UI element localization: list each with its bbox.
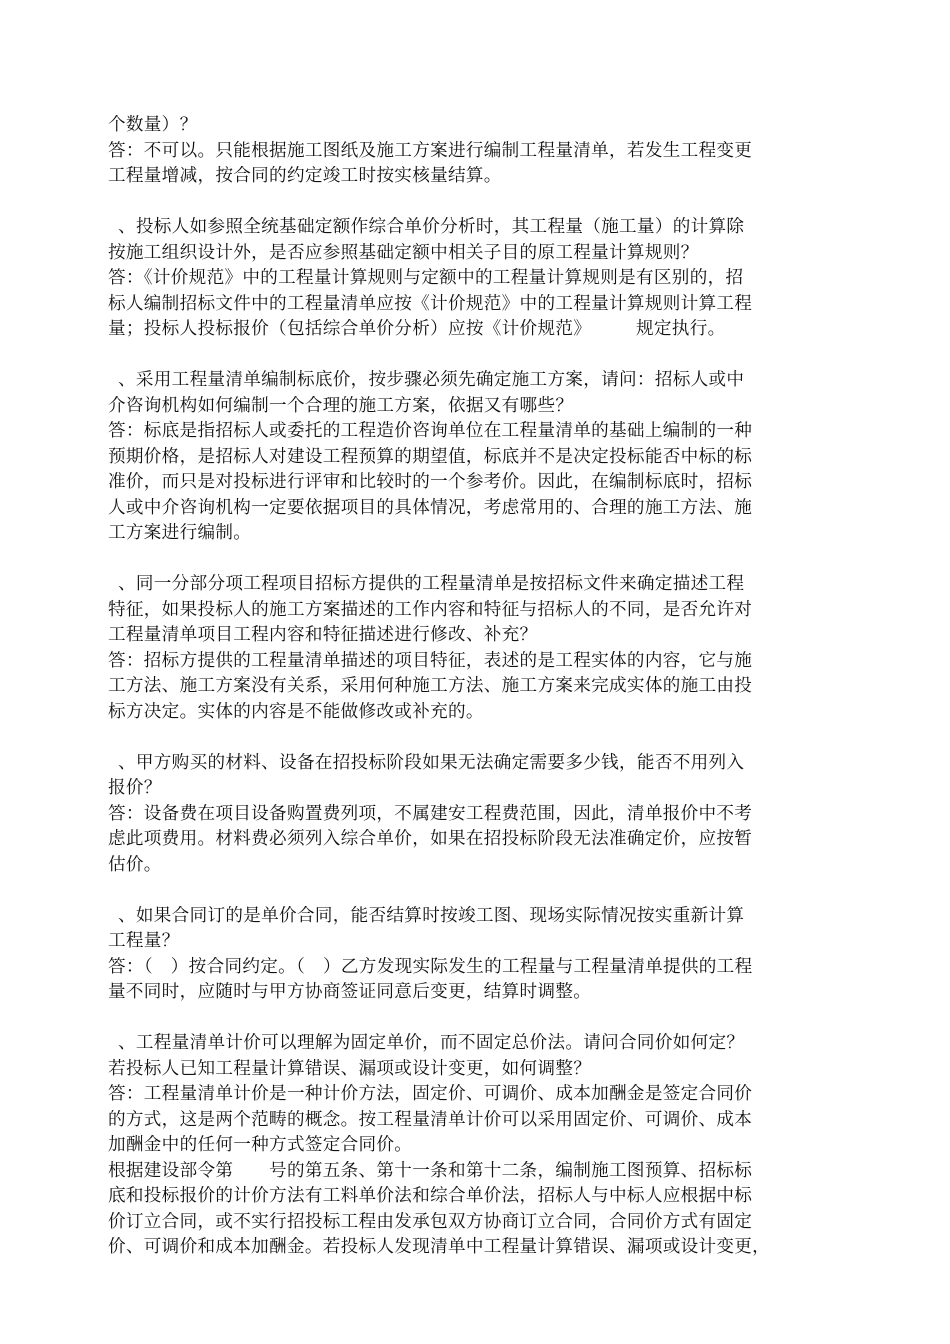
line-text: 答：标底是指招标人或委托的工程造价咨询单位在工程量清单的基础上编制的一种	[108, 421, 753, 441]
line-text: 标方决定。实体的内容是不能做修改或补充的。	[108, 701, 484, 722]
text-line	[108, 470, 798, 496]
line-text: 按施工组织设计外，是否应参照基础定额中相关子目的原工程量计算规则？	[108, 242, 699, 263]
text-line	[108, 1108, 798, 1134]
line-text: 答：《计价规范》中的工程量计算规则与定额中的工程量计算规则是有区别的，招	[108, 268, 744, 288]
question-line	[108, 904, 798, 930]
question-line	[108, 368, 798, 394]
text-line	[108, 164, 798, 190]
text-line	[108, 1210, 798, 1236]
text-line	[108, 445, 798, 471]
text-line	[108, 292, 798, 318]
line-text: 、投标人如参照全统基础定额作综合单价分析时，其工程量（施工量）的计算除	[118, 217, 745, 237]
paragraph-spacer	[108, 1006, 798, 1032]
paragraph-spacer	[108, 190, 798, 216]
line-text: 、同一分部分项工程项目招标方提供的工程量清单是按招标文件来确定描述工程	[118, 574, 745, 594]
question-line	[108, 1031, 798, 1057]
text-line	[108, 853, 798, 879]
line-text: 标人编制招标文件中的工程量清单应按《计价规范》中的工程量计算规则计算工程	[108, 293, 753, 314]
text-line	[108, 598, 798, 624]
text-line	[108, 649, 798, 675]
text-line	[108, 496, 798, 522]
text-line	[108, 980, 798, 1006]
text-line	[108, 802, 798, 828]
text-line	[108, 419, 798, 445]
text-line	[108, 776, 798, 802]
line-text: 的方式，这是两个范畴的概念。按工程量清单计价可以采用固定价、可调价、成本	[108, 1109, 753, 1130]
text-line	[108, 317, 798, 343]
document-body	[108, 113, 798, 1261]
question-line	[108, 572, 798, 598]
line-text: 介咨询机构如何编制一个合理的施工方案，依据又有哪些？	[108, 395, 574, 416]
paragraph-spacer	[108, 878, 798, 904]
text-line	[108, 1159, 798, 1185]
text-line	[108, 1057, 798, 1083]
line-text: 估价。	[108, 854, 162, 875]
text-line	[108, 113, 798, 139]
line-text: 个数量）？	[108, 115, 198, 135]
line-text: 、如果合同订的是单价合同，能否结算时按竣工图、现场实际情况按实重新计算	[118, 905, 745, 926]
line-text: 特征，如果投标人的施工方案描述的工作内容和特征与招标人的不同，是否允许对	[108, 599, 753, 620]
line-text: 虑此项费用。材料费必须列入综合单价，如果在招投标阶段无法准确定价，应按暂	[108, 829, 753, 849]
text-line	[108, 521, 798, 547]
line-text: 答：工程量清单计价是一种计价方法，固定价、可调价、成本加酬金是签定合同价	[108, 1084, 753, 1104]
line-text: 工程量清单项目工程内容和特征描述进行修改、补充？	[108, 625, 538, 645]
line-text: 价订立合同，或不实行招投标工程由发承包双方协商订立合同，合同价方式有固定	[108, 1211, 753, 1232]
line-text: 、工程量清单计价可以理解为固定单价，而不固定总价法。请问合同价如何定？	[118, 1033, 745, 1053]
line-text: 答：招标方提供的工程量清单描述的项目特征，表述的是工程实体的内容，它与施	[108, 650, 753, 671]
line-text: 、甲方购买的材料、设备在招投标阶段如果无法确定需要多少钱，能否不用列入	[118, 752, 745, 773]
text-line	[108, 827, 798, 853]
line-text: 报价？	[108, 778, 162, 798]
text-line	[108, 139, 798, 165]
text-line	[108, 674, 798, 700]
text-line	[108, 700, 798, 726]
line-text: 底和投标报价的计价方法有工料单价法和综合单价法，招标人与中标人应根据中标	[108, 1186, 753, 1206]
line-text: 准价，而只是对投标进行评审和比较时的一个参考价。因此，在编制标底时，招标	[108, 472, 753, 492]
line-text: 根据建设部令第 号的第五条、第十一条和第十二条，编制施工图预算、招标标	[108, 1160, 753, 1181]
question-line	[108, 751, 798, 777]
line-text: 答：不可以。只能根据施工图纸及施工方案进行编制工程量清单，若发生工程变更	[108, 140, 753, 161]
text-line	[108, 929, 798, 955]
text-line	[108, 1235, 798, 1261]
line-text: 预期价格，是招标人对建设工程预算的期望值，标底并不是决定投标能否中标的标	[108, 446, 753, 467]
text-line	[108, 1133, 798, 1159]
line-text: 量；投标人投标报价（包括综合单价分析）应按《计价规范》 规定执行。	[108, 319, 726, 339]
line-text: 工程量？	[108, 931, 180, 951]
line-text: 价、可调价和成本加酬金。若投标人发现清单中工程量计算错误、漏项或设计变更，	[108, 1237, 771, 1257]
line-text: 答：设备费在项目设备购置费列项，不属建安工程费范围，因此，清单报价中不考	[108, 803, 753, 824]
text-line	[108, 241, 798, 267]
paragraph-spacer	[108, 725, 798, 751]
text-line	[108, 266, 798, 292]
paragraph-spacer	[108, 547, 798, 573]
line-text: 工方案进行编制。	[108, 523, 252, 543]
line-text: 加酬金中的任何一种方式签定合同价。	[108, 1135, 413, 1155]
line-text: 、采用工程量清单编制标底价，按步骤必须先确定施工方案，请问：招标人或中	[118, 370, 745, 390]
text-line	[108, 394, 798, 420]
line-text: 工程量增减，按合同的约定竣工时按实核量结算。	[108, 166, 502, 186]
line-text: 答：（ ）按合同约定。（ ）乙方发现实际发生的工程量与工程量清单提供的工程	[108, 956, 753, 977]
paragraph-spacer	[108, 343, 798, 369]
line-text: 工方法、施工方案没有关系，采用何种施工方法、施工方案来完成实体的施工由投	[108, 676, 753, 696]
text-line	[108, 1184, 798, 1210]
line-text: 人或中介咨询机构一定要依据项目的具体情况，考虑常用的、合理的施工方法、施	[108, 497, 753, 518]
line-text: 量不同时，应随时与甲方协商签证同意后变更，结算时调整。	[108, 982, 592, 1002]
text-line	[108, 1082, 798, 1108]
line-text: 若投标人已知工程量计算错误、漏项或设计变更，如何调整？	[108, 1058, 592, 1079]
question-line	[108, 215, 798, 241]
text-line	[108, 623, 798, 649]
text-line	[108, 955, 798, 981]
